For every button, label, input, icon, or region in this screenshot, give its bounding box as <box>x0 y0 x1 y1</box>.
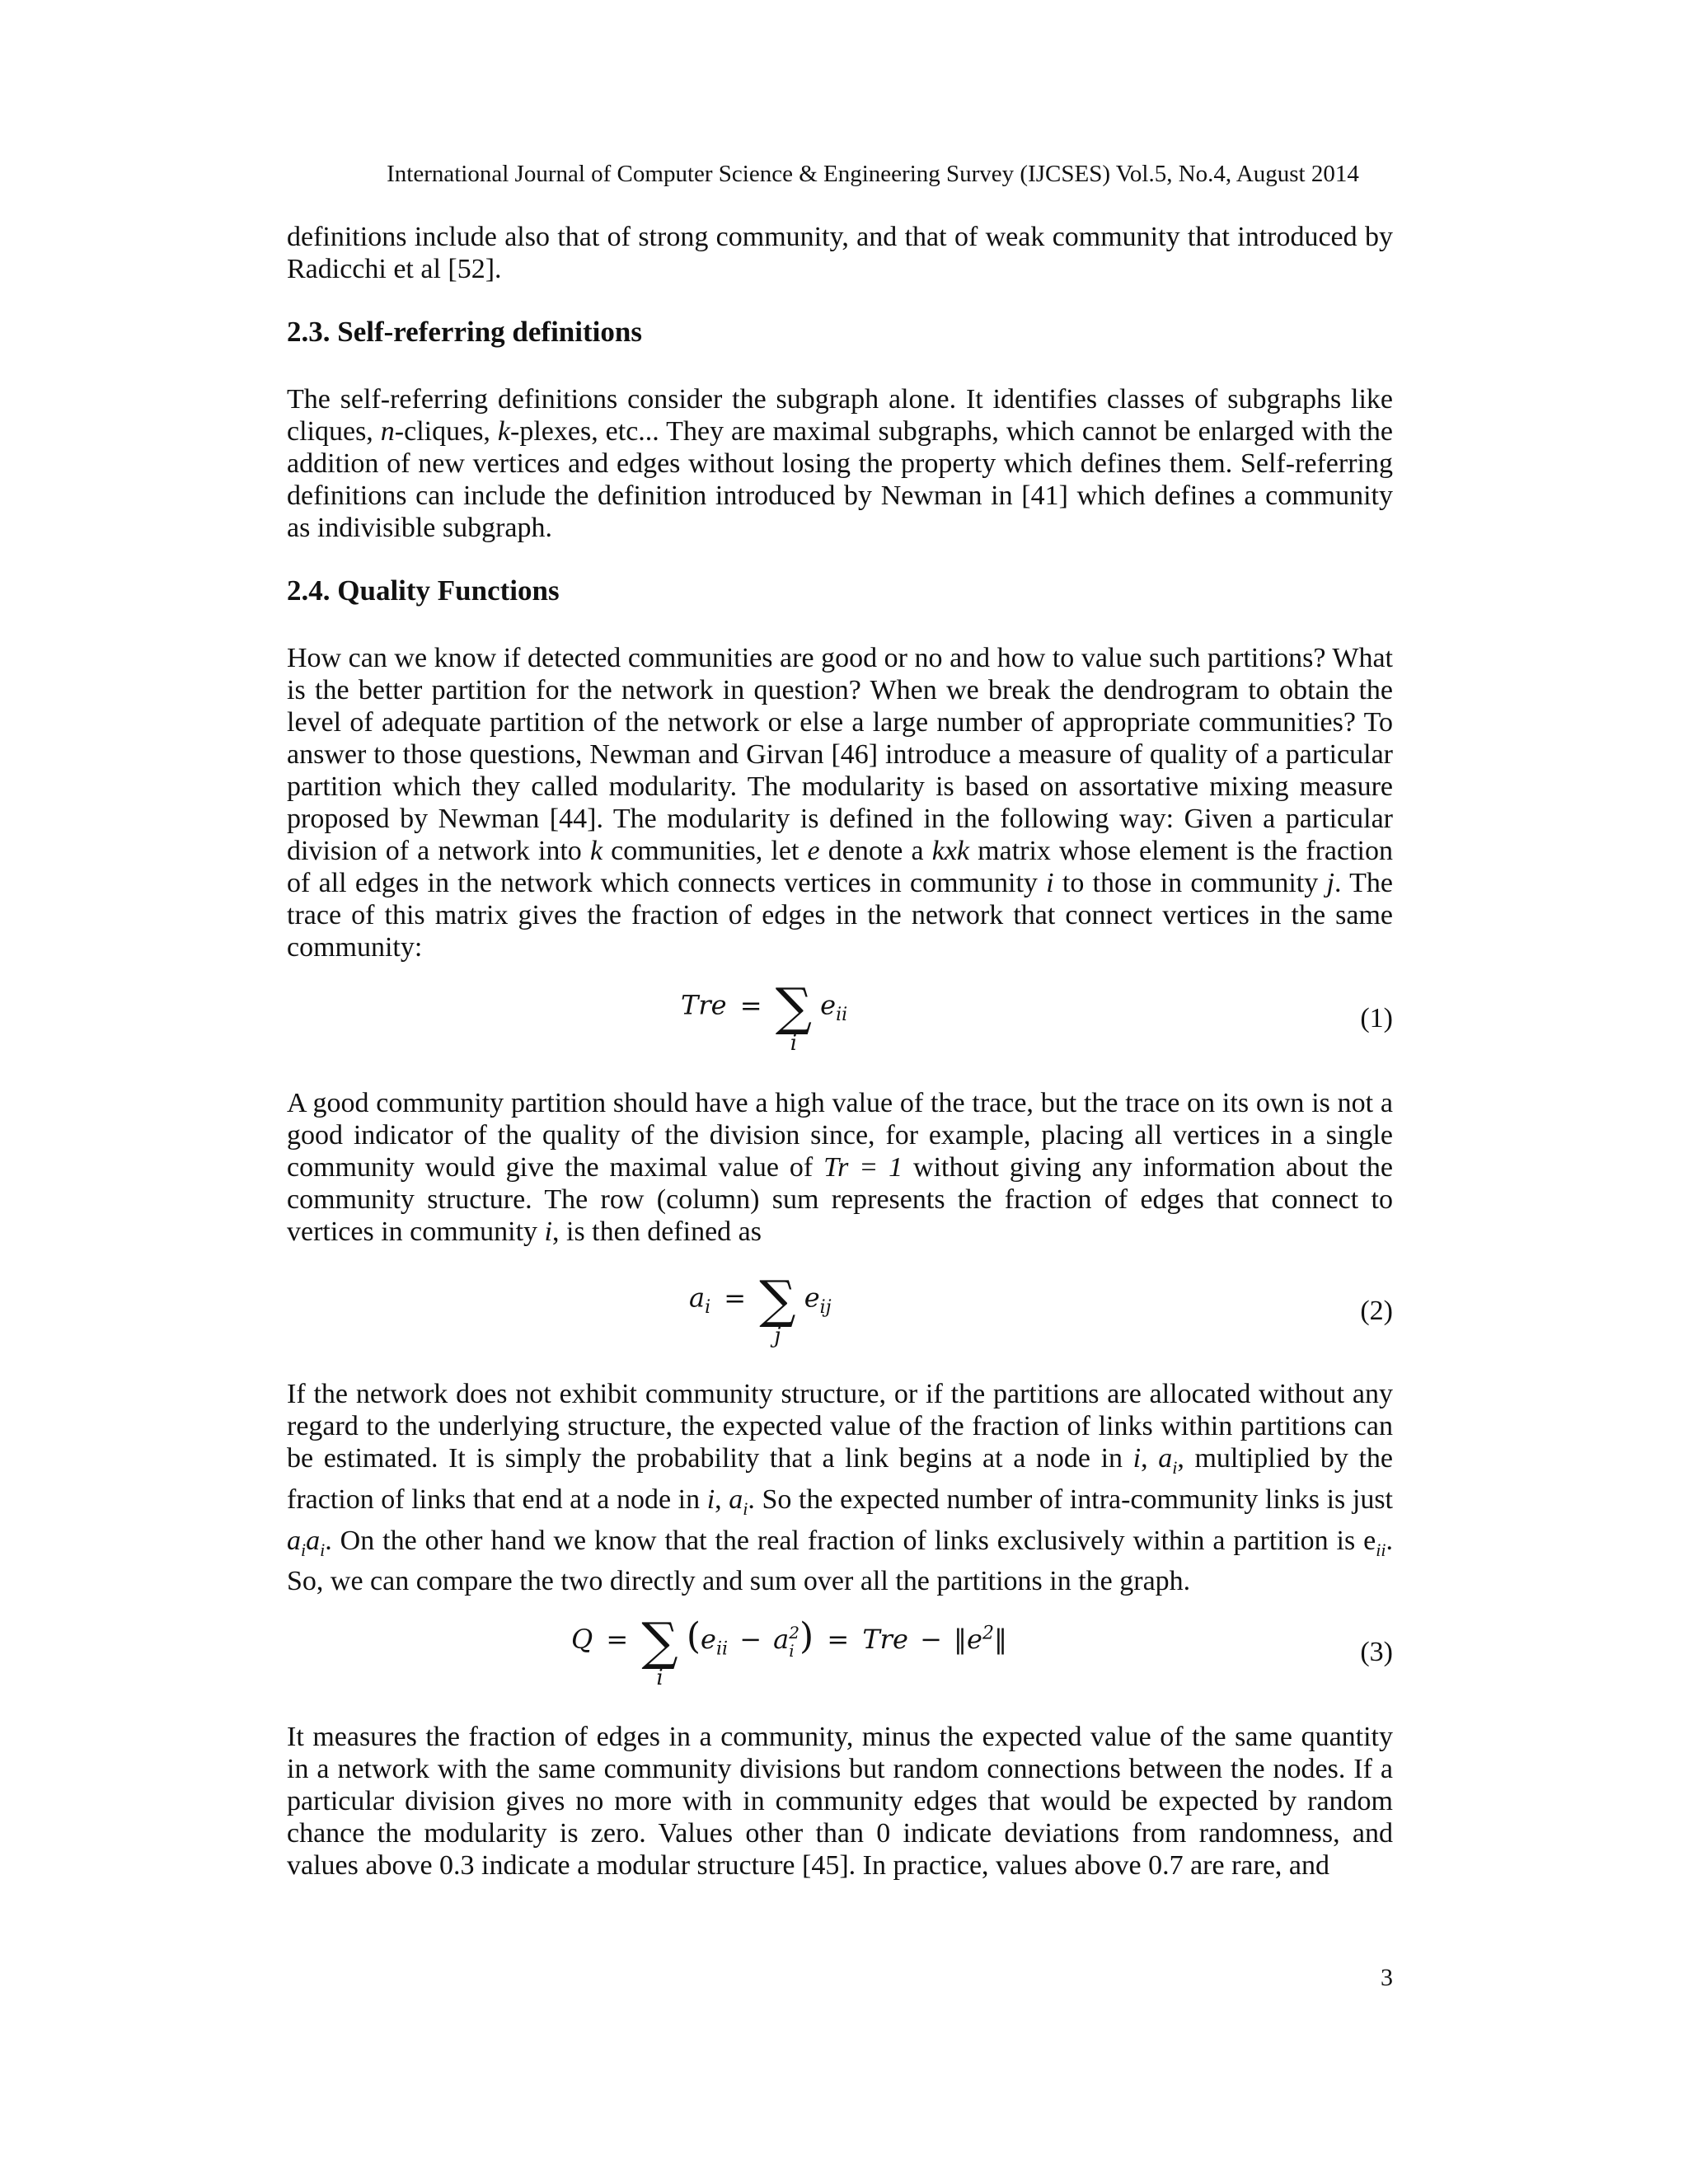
quality-functions-paragraph: How can we know if detected communities are good or no and how to value such partitions? What is the better partition for the network in question? When we break the dendrogram to obtain the level of adequate partition of the network or else a large number of appropriate communities? To answer to those questions, Newman and Girvan [46] introduce a measure of quality of a particular partition which they called modularity. The modularity is based on assortative mixing measure proposed by Newman [44]. The modularity is defined in the following way: Given a particular division of a network into k communities, let e denote a kxk matrix whose element is the fraction of all edges in the network which connects vertices in community i to those in community j. The trace of this matrix gives the fraction of edges in the network that connect vertices in the same community: <box>287 643 1393 963</box>
modularity-paragraph: It measures the fraction of edges in a community, minus the expected value of the same quantity in a network with the same community divisions but random connections between the nodes. If a particular division gives no more with in community edges that would be expected by random chance the modularity is zero. Values other than 0 indicate deviations from randomness, and values above 0.3 indicate a modular structure [45]. In practice, values above 0.7 are rare, and <box>287 1722 1393 1882</box>
summation-symbol: ∑ j <box>759 1269 796 1348</box>
equation-number: (2) <box>1360 1296 1393 1326</box>
section-heading-2-4: 2.4. Quality Functions <box>287 574 560 607</box>
running-header: International Journal of Computer Science & Engineering Survey (IJCSES) Vol.5, No.4, August 2014 <box>387 161 1359 187</box>
equation-1: Tre = ∑ i $e_{ii}$ (1) <box>681 977 1393 1056</box>
equation-number: (1) <box>1360 1003 1393 1033</box>
equation-number: (3) <box>1360 1637 1393 1668</box>
intro-paragraph: definitions include also that of strong community, and that of weak community that introduced by Radicchi et al [52]. <box>287 222 1393 284</box>
section-heading-2-3: 2.3. Self-referring definitions <box>287 316 642 348</box>
summation-symbol: ∑ i <box>775 977 812 1056</box>
page-content <box>287 221 1393 1882</box>
summation-symbol: ∑ i <box>641 1610 678 1690</box>
page-number: 3 <box>1381 1964 1393 1991</box>
equation-2: $a_i$ = ∑ j $e_{ij}$ (2) <box>689 1269 1393 1348</box>
expected-value-paragraph: If the network does not exhibit community structure, or if the partitions are allocated without any regard to the underlying structure, the expected value of the fraction of links within partitions can be estimated. It is simply the probability that a link begins at a node in i, $a_i$, multiplied by the fraction of links that end at a node in i, $a_i$. So the expected number of intra-community links is just $a_ia_i$. On the other hand we know that the real fraction of links exclusively within a partition is $e_{ii}$. So, we can compare the two directly and sum over all the partitions in the graph. <box>287 1379 1394 1597</box>
equation-3: Q = ∑ i ($e_{ii} - a$ 2 i ) = Tre − $‖e^2‖$ (3) <box>571 1610 1393 1690</box>
self-referring-paragraph: The self-referring definitions consider the subgraph alone. It identifies classes of subgraphs like cliques, n-cliques, k-plexes, etc... They are maximal subgraphs, which cannot be enlarged with the addition of new vertices and edges without losing the property which defines them. Self-referring definitions can include the definition introduced by Newman in [41] which defines a community as indivisible subgraph. <box>287 384 1393 543</box>
trace-paragraph: A good community partition should have a high value of the trace, but the trace on its own is not a good indicator of the quality of the division since, for example, placing all vertices in a single community would give the maximal value of Tr = 1 without giving any information about the community structure. The row (column) sum represents the fraction of edges that connect to vertices in community i, is then defined as <box>287 1088 1393 1247</box>
